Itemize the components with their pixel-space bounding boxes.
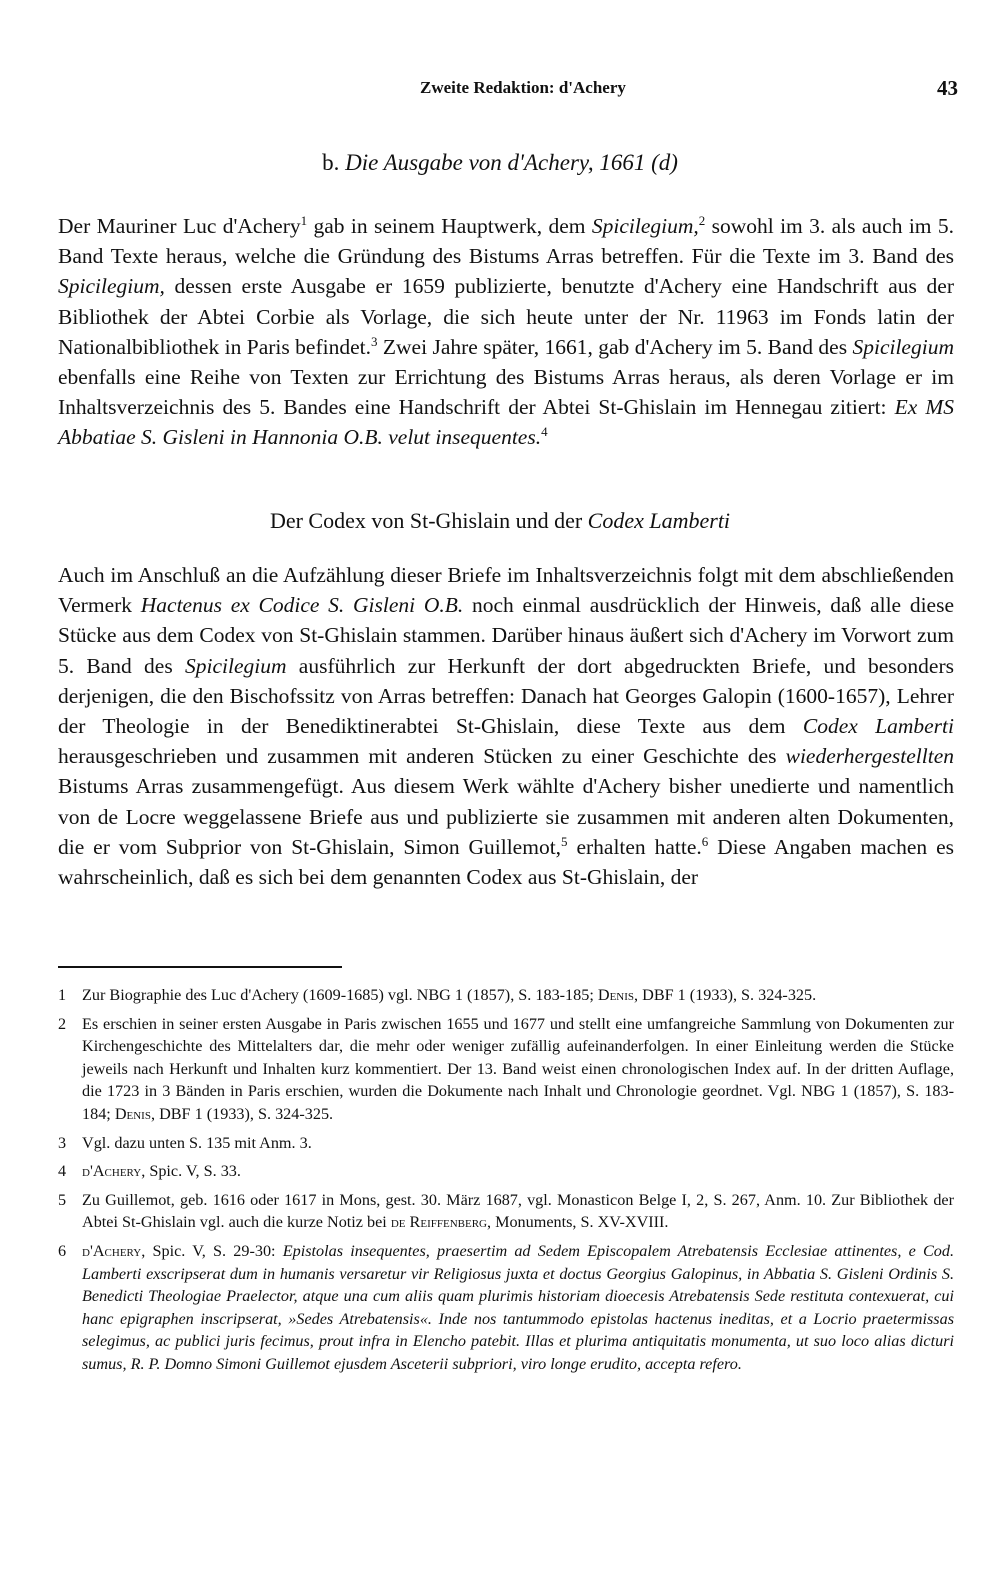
p2-italic-3: Codex Lamberti [802, 714, 954, 739]
footnote-text: Es erschien in seiner ersten Ausgabe in Paris zwischen 1655 und 1677 und stellt eine umfangreiche Sammlung von Dokumenten zur Kirchengeschichte des Mittelalters dar, die mehr oder weniger zufällig aufeinanderfolgen. In einer Einleitung werden die Stücke jeweils nach Herkunft und Inhalten kurz kommentiert. Der 13. Band weist einen chronologischen Index auf. In der dritten Auflage, die 1723 in 3 Bänden in Paris erschien, wurden die Dokumente nach Inhalt und Chronologie geordnet. Vgl. NBG 1 (1857), S. 183-184; [82, 1014, 954, 1123]
page-number: 43 [937, 76, 958, 100]
p1-italic-1: Spicilegium, [591, 214, 699, 238]
p1-italic-4: Ex MS Abbatiae S. Gisleni in Hannonia O.B. velut insequentes. [58, 395, 955, 450]
p1-text-5: Zwei Jahre später, 1661, gab d'Achery im 5. Band des [377, 334, 853, 359]
p2-text-3: ausführlich zur Herkunft der dort abgedruckten Briefe, und besonders derjenigen, die den Bischofssitz von Arras betreffen: Danach hat Georges Galopin (1600-1657), Lehrer der Theologie in der Benediktinerabtei St-Ghislain, diese Texte aus dem [58, 653, 954, 739]
footnote-ref-5: 5 [561, 833, 568, 849]
p2-text-2: noch einmal ausdrücklich der Hinweis, daß alle diese Stücke aus dem Codex von St-Ghislain stammen. Darüber hinaus äußert sich d'Achery im Vorwort zum 5. Band des [58, 593, 955, 678]
footnote-divider [58, 966, 342, 968]
footnote-text: Vgl. dazu unten S. 135 mit Anm. 3. [82, 1133, 312, 1152]
p2-text-6: erhalten hatte. [567, 834, 702, 859]
footnote-2 [58, 1013, 954, 1126]
running-head [0, 76, 1000, 102]
footnote-text: , DBF 1 (1933), S. 324-325. [150, 1104, 334, 1123]
footnote-4 [58, 1160, 954, 1183]
footnote-ref-1: 1 [300, 212, 308, 228]
p1-text-6: ebenfalls eine Reihe von Texten zur Errichtung des Bistums Arras heraus, als deren Vorlage er im Inhaltsverzeichnis des 5. Bandes eine Handschrift der Abtei St-Ghislain im Hennegau zitiert: [58, 365, 954, 420]
p2-italic-1: Hactenus ex Codice S. Gisleni O.B. [140, 593, 464, 618]
paragraph-1 [58, 211, 954, 453]
p2-italic-4: wiederhergestellten [785, 744, 954, 769]
footnote-number: 5 [58, 1190, 67, 1209]
footnote-text: , Spic. V, S. 29-30: [141, 1241, 283, 1260]
footnote-number: 1 [58, 986, 67, 1004]
footnote-author: d'Achery [82, 1241, 142, 1260]
sub-heading [0, 508, 1000, 534]
p1-italic-2: Spicilegium, [58, 274, 165, 299]
footnote-3 [58, 1132, 954, 1155]
footnote-6 [58, 1240, 954, 1376]
sub-heading-text: Der Codex von St-Ghislain und der [269, 508, 588, 533]
p2-text-5: Bistums Arras zusammengefügt. Aus diesem Werk wählte d'Achery bisher unedierte und namentlich von de Locre weggelassene Briefe aus und publizierte sie zusammen mit anderen alten Dokumenten, die er vom Subprior von St-Ghislain, Simon Guillemot, [58, 774, 954, 859]
footnote-number: 2 [58, 1014, 67, 1033]
p2-text-4: herausgeschrieben und zusammen mit anderen Stücken zu einer Geschichte des [58, 744, 786, 769]
section-heading-title: Die Ausgabe von d'Achery, 1661 (d) [345, 150, 678, 175]
footnote-ref-2: 2 [698, 212, 706, 228]
section-heading-label: b. [322, 150, 340, 175]
footnote-author: Denis [114, 1104, 151, 1123]
p1-text-2: gab in seinem Hauptwerk, dem [307, 214, 592, 238]
footnote-author: de Reiffenberg [390, 1213, 487, 1232]
p1-text-3: sowohl im 3. als auch im 5. Band Texte heraus, welche die Gründung des Bistums Arras betreffen. Für die Texte im 3. Band des [58, 214, 954, 269]
footnote-ref-6: 6 [701, 833, 709, 849]
footnote-latin-quote: Epistolas insequentes, praesertim ad Sedem Episcopalem Atrebatensis Ecclesiae attinentes, e Cod. Lamberti exscripserat dum in humanis versaretur vir Religiosus juxta et doctus Georgius Galopinus, in Abbatia S. Gisleni Ordinis S. Benedicti Theologiae Praelector, atque una cum aliis quam plurimis historiam dioecesis Atrebatensis Sede restituta contexuerat, cui hanc epigraphen inscripserat, »Sedes Atrebatensis«. Inde nos tantummodo epistolas hactenus ineditas, et a Locrio praetermissas selegimus, ac publici juris fecimus, prout infra in Elencho patebit. Illas et plurima antiquitatis monumenta, ut suo loco alias dicturi sumus, R. P. Domno Simoni Guillemot ejusdem Asceterii subpriori, viro longe erudito, accepta refero. [82, 1241, 955, 1373]
sub-heading-italic: Codex Lamberti [587, 508, 731, 533]
footnote-text: , DBF 1 (1933), S. 324-325. [634, 986, 817, 1004]
footnote-text: , Monuments, S. XV-XVIII. [486, 1213, 669, 1232]
footnote-ref-3: 3 [370, 333, 378, 349]
p1-italic-3: Spicilegium [852, 334, 954, 359]
p2-text-7: Diese Angaben machen es wahrscheinlich, daß es sich bei dem genannten Codex aus St-Ghislain, der [58, 834, 954, 890]
footnotes [58, 984, 954, 1382]
footnote-author: d'Achery [82, 1162, 142, 1181]
footnote-number: 6 [58, 1241, 67, 1260]
footnote-text: Zur Biographie des Luc d'Achery (1609-1685) vgl. NBG 1 (1857), S. 183-185; [82, 986, 598, 1004]
p1-text-1: Der Mauriner Luc d'Achery [58, 214, 301, 238]
p1-text-4: dessen erste Ausgabe er 1659 publizierte, benutzte d'Achery eine Handschrift aus der Bibliothek der Abtei Corbie als Vorlage, die sich heute unter der Nr. 11963 im Fonds latin der Nationalbibliothek in Paris befindet. [58, 274, 954, 359]
p2-text-1: Auch im Anschluß an die Aufzählung dieser Briefe im Inhaltsverzeichnis folgt mit dem abschließenden Vermerk [58, 563, 954, 618]
footnote-number: 3 [58, 1133, 67, 1152]
p2-italic-2: Spicilegium [185, 653, 287, 678]
footnote-author: Denis [597, 986, 635, 1004]
footnote-ref-4: 4 [541, 424, 548, 440]
running-title: Zweite Redaktion: d'Achery [420, 78, 626, 97]
footnote-number: 4 [58, 1162, 67, 1181]
footnote-5 [58, 1189, 954, 1234]
section-heading [0, 150, 1000, 176]
paragraph-2 [58, 560, 954, 892]
footnote-text: Zu Guillemot, geb. 1616 oder 1617 in Mons, gest. 30. März 1687, vgl. Monasticon Belge I, 2, S. 267, Anm. 10. Zur Bibliothek der Abtei St-Ghislain vgl. auch die kurze Notiz bei [82, 1190, 954, 1232]
footnote-1 [58, 984, 954, 1007]
footnote-text: , Spic. V, S. 33. [141, 1162, 241, 1181]
